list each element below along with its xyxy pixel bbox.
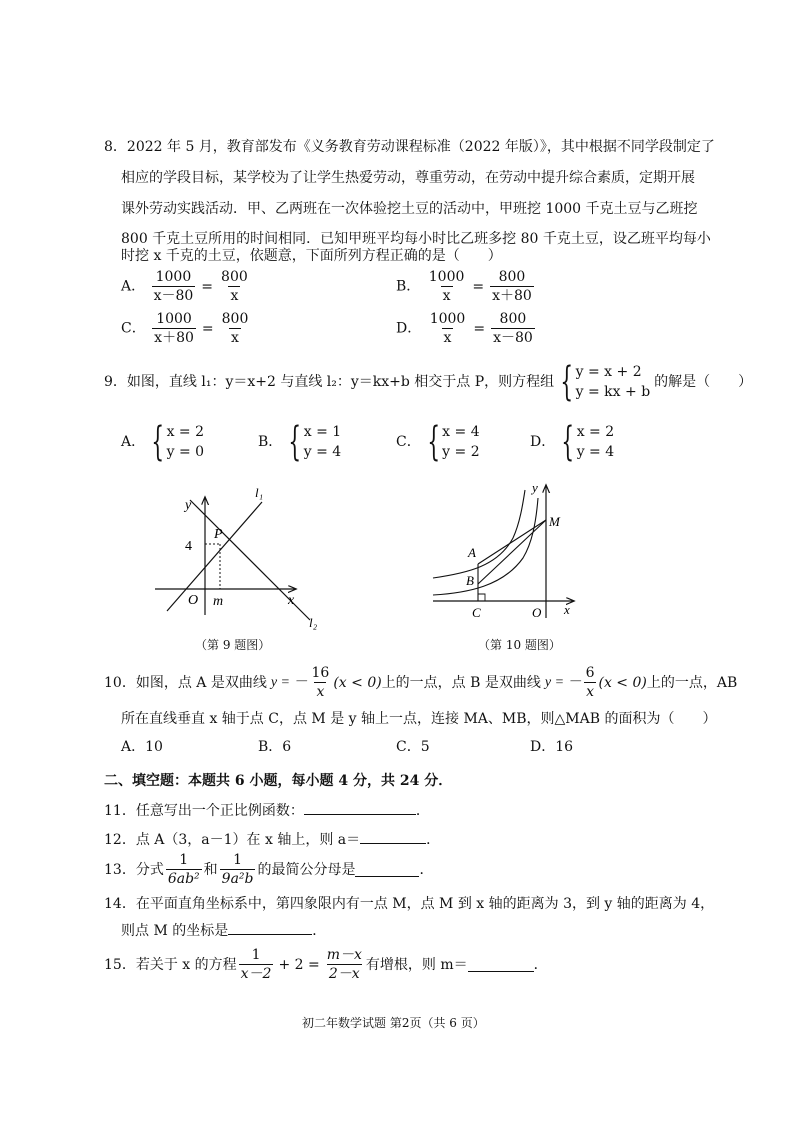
q9-text-b: 的解是（ ）: [654, 374, 753, 390]
fig10-label-a: A: [468, 545, 476, 560]
q10-eq2-num: 6: [585, 665, 595, 681]
q8-b-right-num: 800: [498, 269, 526, 285]
q8-line-5: 时挖 x 千克的土豆，依题意，下面所列方程正确的是（ ）: [121, 248, 502, 264]
q9-d-row2: y = 4: [576, 444, 615, 460]
q10-option-b-label: B．: [258, 739, 283, 755]
q9-system: { y = x + 2 y = kx + b: [560, 359, 651, 405]
q9-sys-eq1: y = x + 2: [575, 364, 642, 380]
q11-answer-blank[interactable]: [304, 800, 416, 815]
fig9-label-x: x: [288, 593, 295, 608]
q9-option-a[interactable]: A． { x = 2 y = 0: [121, 419, 205, 465]
fig10-label-o: O: [532, 605, 542, 620]
q8-number: 8．: [104, 139, 127, 155]
q8-c-right-num: 800: [221, 311, 249, 327]
q15-end: ．: [533, 956, 548, 973]
q14-text: 则点 M 的坐标是: [121, 923, 229, 939]
page-footer: 初二年数学试题 第2页（共 6 页）: [302, 1016, 485, 1030]
q12-answer-blank[interactable]: [360, 829, 426, 844]
q8-d-left-den: x: [443, 330, 452, 346]
q13-answer-blank[interactable]: [355, 862, 419, 877]
q8-d-right-num: 800: [499, 311, 527, 327]
q10-line-2: 所在直线垂直 x 轴于点 C，点 M 是 y 轴上一点，连接 MA、MB，则△MAB 的面积为（ ）: [121, 711, 717, 727]
q9-option-d-label: D．: [530, 434, 556, 450]
q10-option-b[interactable]: [258, 737, 291, 757]
q9-b-row2: y = 4: [303, 444, 342, 460]
q15-pre: 15．若关于 x 的方程: [104, 956, 237, 973]
fig9-label-4: 4: [185, 539, 192, 554]
q10-option-d[interactable]: [530, 737, 573, 757]
q11: [104, 800, 430, 821]
fig10-label-x: x: [564, 602, 570, 617]
q9-option-b-label: B．: [258, 434, 283, 450]
q11-text: 11．任意写出一个正比例函数：: [104, 803, 304, 819]
q9-option-b[interactable]: B． { x = 1 y = 4: [258, 419, 342, 465]
q13-pre: 13．分式: [104, 861, 164, 878]
q15: [104, 946, 548, 983]
q10-line-1: [104, 664, 737, 701]
fig9-label-l2: l₂: [309, 615, 318, 630]
q13-frac1-den: 6ab²: [167, 871, 200, 887]
q12: [104, 829, 440, 850]
q8-a-left-den: x－80: [153, 288, 194, 304]
q9-text-a: 9．如图，直线 l₁：y＝x+2 与直线 l₂：y＝kx+b 相交于点 P，则方程组: [104, 374, 555, 390]
q8-option-a[interactable]: A． $\frac{1000}{x-80}$ = $\frac{800}{x}$: [121, 269, 248, 304]
q8-line-3: 课外劳动实践活动．甲、乙两班在一次体验挖土豆的活动中，甲班挖 1000 千克土豆与乙班挖: [121, 201, 698, 217]
fig9-label-o: O: [188, 593, 199, 608]
q10-option-a[interactable]: [121, 737, 163, 757]
q10-option-c-value: 5: [420, 739, 430, 755]
q13-end: ．: [419, 861, 434, 878]
fig10-label-c: C: [472, 605, 481, 620]
fig10-caption: （第 10 题图）: [478, 638, 561, 652]
q9-option-c-label: C．: [396, 434, 421, 450]
q10-option-b-value: 6: [282, 739, 292, 755]
q9-c-row2: y = 2: [442, 444, 480, 460]
q8-option-d[interactable]: D． $\frac{1000}{x}$ = $\frac{800}{x-80}$: [396, 311, 533, 346]
q14-answer-blank[interactable]: [228, 920, 312, 935]
q9-stem: [104, 359, 753, 405]
q8-d-right-den: x－80: [493, 330, 533, 346]
fig10-label-y: y: [532, 480, 538, 495]
q15-post: 有增根，则 m＝: [365, 956, 468, 973]
q13: [104, 851, 433, 888]
q10-option-a-value: 10: [145, 739, 163, 755]
q8-a-left-num: 1000: [155, 269, 192, 285]
q8-c-left-num: 1000: [156, 311, 192, 327]
q9-option-c[interactable]: C． { x = 4 y = 2: [396, 419, 480, 465]
figure-10: [428, 478, 578, 623]
fig9-label-p: P: [214, 527, 223, 542]
q9-option-d[interactable]: D． { x = 2 y = 4: [530, 419, 615, 465]
fig10-label-b: B: [466, 573, 474, 588]
q14-line-1: 14．在平面直角坐标系中，第四象限内有一点 M，点 M 到 x 轴的距离为 3，到 y 轴的距离为 4，: [104, 896, 715, 912]
q8-option-d-label: D．: [396, 320, 422, 337]
fig10-ma-segment: [478, 520, 546, 564]
q10-option-d-label: D．: [530, 739, 556, 755]
q8-option-c-label: C．: [121, 320, 146, 337]
q8-line-2: 相应的学段目标，某学校为了让学生热爱劳动，尊重劳动，在劳动中提升综合素质，定期开展: [121, 170, 695, 186]
q9-a-row2: y = 0: [166, 444, 205, 460]
q11-end: ．: [415, 803, 430, 819]
section-2-title: 二、填空题：本题共 6 小题，每小题 4 分，共 24 分．: [104, 773, 453, 789]
q8-option-b-label: B．: [396, 278, 421, 295]
q13-frac1-num: 1: [179, 852, 189, 868]
q10-eq2-den: x: [586, 684, 594, 700]
q13-post: 的最简公分母是: [257, 861, 356, 878]
q8-c-left-den: x＋80: [154, 330, 194, 346]
q10-part-2: 上的一点，点 B 是双曲线: [381, 674, 541, 691]
fig9-caption: （第 9 题图）: [195, 638, 271, 652]
q10-eq1-num: 16: [311, 665, 330, 681]
q15-frac1-den: x－2: [240, 966, 272, 982]
q10-eq2-cond: (x < 0): [598, 674, 647, 691]
q8-a-right-den: x: [230, 288, 239, 304]
q10-eq2-lhs: y = －: [544, 674, 582, 690]
q8-option-c[interactable]: C． $\frac{1000}{x+80}$ = $\frac{800}{x}$: [121, 311, 249, 346]
q10-option-c[interactable]: [396, 737, 430, 757]
q9-c-row1: x = 4: [442, 424, 480, 440]
q15-frac1-num: 1: [251, 947, 261, 963]
q8-line-4: 800 千克土豆所用的时间相同．已知甲班平均每小时比乙班多挖 80 千克土豆，设乙班平均每小: [121, 231, 711, 247]
q9-option-a-label: A．: [121, 434, 146, 450]
fig10-hyperbola-inner: [433, 498, 538, 595]
q10-part-1: 10．如图，点 A 是双曲线: [104, 674, 267, 691]
q13-mid: 和: [203, 861, 218, 878]
q12-text: 12．点 A（3，a－1）在 x 轴上，则 a＝: [104, 832, 361, 848]
q15-answer-blank[interactable]: [468, 957, 534, 972]
q9-d-row1: x = 2: [576, 424, 615, 440]
fig9-label-y: y: [185, 498, 192, 513]
q15-frac2-num: m－x: [326, 947, 362, 963]
q8-c-right-den: x: [231, 330, 239, 346]
q8-text-1: 2022 年 5 月，教育部发布《义务教育劳动课程标准（2022 年版）》，其中根据不同学段制定了: [126, 139, 715, 155]
q10-option-c-label: C．: [396, 739, 421, 755]
q8-b-left-den: x: [442, 288, 451, 304]
q10-option-d-value: 16: [555, 739, 574, 755]
q14-line-2: [121, 920, 326, 941]
q12-end: ．: [426, 832, 441, 848]
q8-option-a-label: A．: [121, 278, 146, 295]
q8-d-left-num: 1000: [429, 311, 466, 327]
q8-b-left-num: 1000: [428, 269, 465, 285]
q14-end: ．: [312, 923, 327, 939]
q8-b-right-den: x＋80: [492, 288, 532, 304]
q8-line-1: [104, 137, 715, 157]
q9-a-row1: x = 2: [166, 424, 205, 440]
fig10-label-m: M: [549, 514, 560, 529]
fig9-label-m: m: [213, 594, 224, 609]
q8-option-b[interactable]: B． $\frac{1000}{x}$ = $\frac{800}{x+80}$: [396, 269, 532, 304]
q15-frac2-den: 2－x: [328, 966, 360, 982]
figure-9: [145, 480, 335, 630]
q10-eq1-lhs: y = －: [270, 674, 308, 690]
q10-eq1-cond: (x < 0): [333, 674, 382, 691]
fig9-label-l1: l₁: [255, 485, 264, 500]
q15-plus: + 2 =: [278, 956, 320, 973]
q10-option-a-label: A．: [121, 739, 146, 755]
fig10-mb-segment: [478, 520, 546, 584]
q13-frac2-num: 1: [233, 852, 243, 868]
q9-b-row1: x = 1: [303, 424, 342, 440]
fig10-right-angle: [478, 594, 485, 601]
q8-a-right-num: 800: [221, 269, 248, 285]
q13-frac2-den: 9a²b: [221, 871, 254, 887]
q10-eq1-den: x: [316, 684, 325, 700]
q10-part-3: 上的一点，AB: [646, 674, 738, 691]
q9-sys-eq2: y = kx + b: [575, 384, 651, 400]
fig10-hyperbola-outer: [433, 490, 525, 578]
